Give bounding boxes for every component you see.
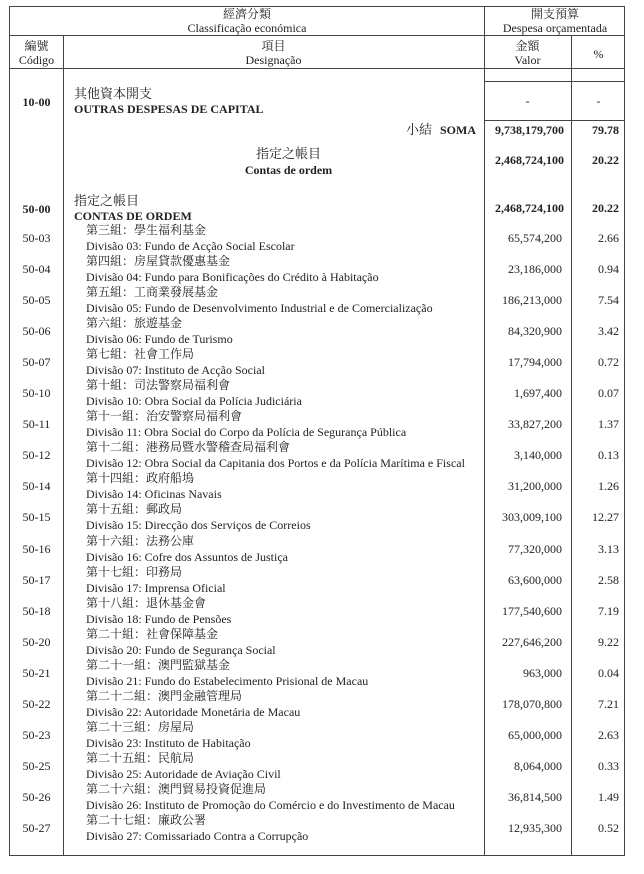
table-row bbox=[10, 378, 626, 409]
group-value: 2,468,724,100 bbox=[495, 201, 564, 215]
row-value: 8,064,000 bbox=[514, 758, 562, 773]
row-name-zh: 第十一組：治安警察局福利會 bbox=[86, 409, 243, 424]
row-name-zh: 第十七組：印務局 bbox=[86, 564, 183, 579]
row-code: 50-12 bbox=[22, 448, 51, 463]
row-name-pt: Divisão 18: Fundo de Pensões bbox=[86, 611, 232, 626]
row-code: 50-07 bbox=[22, 355, 51, 370]
row-value: 12,935,300 bbox=[508, 820, 562, 835]
code-header-zh: 編號 bbox=[24, 39, 49, 53]
row-percent: 9.22 bbox=[598, 634, 619, 649]
row-name-zh: 第十組：司法警察局福利會 bbox=[86, 378, 231, 393]
row-value: 84,320,900 bbox=[508, 324, 562, 339]
group-name-pt: CONTAS DE ORDEM bbox=[74, 209, 192, 223]
row-name-pt: Divisão 20: Fundo de Segurança Social bbox=[86, 642, 276, 657]
row-name-zh: 第十二組：港務局暨水警稽查局福利會 bbox=[86, 440, 291, 455]
row-code: 50-03 bbox=[22, 231, 51, 245]
section-name-zh: 指定之帳目 bbox=[255, 146, 321, 161]
row-value: 23,186,000 bbox=[508, 262, 562, 277]
table-row bbox=[10, 751, 626, 782]
row-name-zh: 第二十三組：房屋局 bbox=[86, 719, 195, 734]
row-name-pt: Divisão 25: Autoridade de Aviação Civil bbox=[86, 766, 281, 781]
subtotal-label-pt: SOMA bbox=[440, 123, 476, 137]
row-percent: 2.58 bbox=[598, 572, 619, 587]
percent-header: % bbox=[593, 47, 604, 61]
row-code: 50-22 bbox=[22, 696, 51, 711]
header-bottom-line bbox=[10, 68, 624, 69]
row-value: 17,794,000 bbox=[508, 355, 562, 370]
table-row bbox=[10, 782, 626, 813]
row-value: 1,697,400 bbox=[514, 386, 562, 401]
row-percent: 3.13 bbox=[598, 541, 619, 556]
table-row bbox=[10, 316, 626, 347]
capital-name-pt: OUTRAS DESPESAS DE CAPITAL bbox=[74, 102, 264, 116]
row-code: 50-20 bbox=[22, 634, 51, 649]
row-name-zh: 第十五組：郵政局 bbox=[86, 502, 183, 517]
value-header-pt: Valor bbox=[514, 53, 541, 67]
subtotal-divider bbox=[484, 120, 624, 121]
row-name-pt: Divisão 27: Comissariado Contra a Corrupção bbox=[86, 828, 309, 843]
row-name-zh: 第二十二組：澳門金融管理局 bbox=[86, 688, 243, 703]
table-row bbox=[10, 440, 626, 471]
row-percent: 7.19 bbox=[598, 603, 619, 618]
row-code: 50-05 bbox=[22, 293, 51, 308]
row-percent: 3.42 bbox=[598, 324, 619, 339]
capital-name-zh: 其他資本開支 bbox=[74, 86, 153, 101]
row-value: 177,540,600 bbox=[502, 603, 562, 618]
row-code: 50-10 bbox=[22, 386, 51, 401]
designation-header-zh: 項目 bbox=[261, 39, 286, 53]
table-row bbox=[10, 813, 626, 844]
row-name-pt: Divisão 17: Imprensa Oficial bbox=[86, 580, 226, 595]
row-name-pt: Divisão 21: Fundo do Estabelecimento Prisional de Macau bbox=[86, 673, 369, 688]
row-percent: 0.52 bbox=[598, 820, 619, 835]
budget-pt: Despesa orçamentada bbox=[502, 21, 608, 35]
row-name-pt: Divisão 04: Fundo para Bonificações do Crédito à Habitação bbox=[86, 270, 379, 285]
row-name-zh: 第十六組：法務公庫 bbox=[86, 533, 195, 548]
row-value: 963,000 bbox=[523, 665, 562, 680]
row-value: 303,009,100 bbox=[502, 510, 562, 525]
section-name-pt: Contas de ordem bbox=[244, 163, 333, 177]
row-name-zh: 第六組：旅遊基金 bbox=[86, 316, 183, 331]
row-name-zh: 第二十七組：廉政公署 bbox=[86, 812, 207, 827]
table-row bbox=[10, 565, 626, 596]
row-name-zh: 第二十六組：澳門貿易投資促進局 bbox=[86, 781, 267, 796]
row-code: 50-21 bbox=[22, 665, 51, 680]
row-name-pt: Divisão 12: Obra Social da Capitania dos Portos e da Polícia Marítima e Fiscal bbox=[86, 456, 465, 471]
row-name-zh: 第二十五組：民航局 bbox=[86, 750, 195, 765]
subtotal-percent: 79.78 bbox=[592, 123, 619, 137]
row-value: 77,320,000 bbox=[508, 541, 562, 556]
row-code: 50-27 bbox=[22, 820, 51, 835]
row-value: 186,213,000 bbox=[502, 293, 562, 308]
row-percent: 0.94 bbox=[598, 262, 619, 277]
table-row bbox=[10, 471, 626, 502]
table-row bbox=[10, 658, 626, 689]
row-percent: 2.63 bbox=[598, 727, 619, 742]
row-name-zh: 第二十一組：澳門監獄基金 bbox=[86, 657, 231, 672]
row-name-pt: Divisão 03: Fundo de Acção Social Escolar bbox=[86, 239, 295, 253]
row-percent: 12.27 bbox=[592, 510, 619, 525]
row-code: 50-04 bbox=[22, 262, 51, 277]
header-divider bbox=[10, 35, 624, 36]
row-name-zh: 第十八組：退休基金會 bbox=[86, 595, 207, 610]
row-name-pt: Divisão 15: Direcção dos Serviços de Correios bbox=[86, 518, 311, 533]
table-row bbox=[10, 409, 626, 440]
capital-value: - bbox=[525, 94, 530, 108]
section-value: 2,468,724,100 bbox=[495, 153, 564, 167]
row-code: 50-16 bbox=[22, 541, 51, 556]
designation-header-pt: Designação bbox=[245, 53, 302, 67]
row-percent: 7.21 bbox=[598, 696, 619, 711]
row-name-pt: Divisão 11: Obra Social do Corpo da Polícia de Segurança Pública bbox=[86, 425, 407, 440]
row-value: 33,827,200 bbox=[508, 417, 562, 432]
row-code: 50-11 bbox=[22, 417, 51, 432]
value-header-zh: 金額 bbox=[515, 39, 540, 53]
row-value: 227,646,200 bbox=[502, 634, 562, 649]
row-percent: 2.66 bbox=[598, 231, 619, 245]
row-name-pt: Divisão 26: Instituto de Promoção do Comércio e do Investimento de Macau bbox=[86, 797, 455, 812]
table-row bbox=[10, 534, 626, 565]
table-row bbox=[10, 627, 626, 658]
row-name-pt: Divisão 06: Fundo de Turismo bbox=[86, 332, 233, 347]
capital-code: 10-00 bbox=[22, 95, 51, 109]
table-row bbox=[10, 596, 626, 627]
row-percent: 1.26 bbox=[598, 479, 619, 494]
row-name-zh: 第五組：工商業發展基金 bbox=[86, 285, 219, 300]
row-name-pt: Divisão 22: Autoridade Monetária de Macau bbox=[86, 704, 301, 719]
row-value: 63,600,000 bbox=[508, 572, 562, 587]
classification-pt: Classificação económica bbox=[187, 21, 307, 35]
row-value: 65,574,200 bbox=[508, 231, 562, 245]
row-code: 50-15 bbox=[22, 510, 51, 525]
value-divider bbox=[484, 81, 624, 82]
table-row bbox=[10, 502, 626, 533]
table-row bbox=[10, 720, 626, 751]
row-value: 31,200,000 bbox=[508, 479, 562, 494]
budget-zh: 開支預算 bbox=[530, 7, 579, 21]
row-value: 65,000,000 bbox=[508, 727, 562, 742]
group-code: 50-00 bbox=[22, 202, 51, 216]
row-name-zh: 第三組：學生福利基金 bbox=[86, 223, 207, 237]
row-value: 3,140,000 bbox=[514, 448, 562, 463]
row-name-pt: Divisão 16: Cofre dos Assuntos de Justiça bbox=[86, 549, 288, 564]
row-code: 50-18 bbox=[22, 603, 51, 618]
row-name-pt: Divisão 14: Oficinas Navais bbox=[86, 487, 222, 502]
subtotal-value: 9,738,179,700 bbox=[495, 123, 564, 137]
table-row bbox=[10, 689, 626, 720]
row-code: 50-25 bbox=[22, 758, 51, 773]
row-name-pt: Divisão 07: Instituto de Acção Social bbox=[86, 363, 265, 378]
row-code: 50-17 bbox=[22, 572, 51, 587]
table-row bbox=[10, 285, 626, 316]
code-header-pt: Código bbox=[18, 53, 55, 67]
row-value: 36,814,500 bbox=[508, 789, 562, 804]
row-code: 50-14 bbox=[22, 479, 51, 494]
row-code: 50-06 bbox=[22, 324, 51, 339]
row-percent: 1.37 bbox=[598, 417, 619, 432]
row-code: 50-23 bbox=[22, 727, 51, 742]
row-name-zh: 第十四組：政府船塢 bbox=[86, 471, 195, 486]
row-name-zh: 第二十組：社會保障基金 bbox=[86, 626, 219, 641]
row-name-zh: 第四組：房屋貸款優惠基金 bbox=[86, 254, 231, 269]
group-name-zh: 指定之帳目 bbox=[74, 193, 140, 208]
row-percent: 7.54 bbox=[598, 293, 619, 308]
classification-zh: 經濟分類 bbox=[222, 7, 271, 21]
row-percent: 1.49 bbox=[598, 789, 619, 804]
row-name-pt: Divisão 05: Fundo de Desenvolvimento Industrial e de Comercialização bbox=[86, 301, 433, 316]
row-value: 178,070,800 bbox=[502, 696, 562, 711]
row-percent: 0.13 bbox=[598, 448, 619, 463]
table-row bbox=[10, 223, 626, 254]
budget-table bbox=[9, 6, 625, 856]
section-percent: 20.22 bbox=[592, 153, 619, 167]
group-percent: 20.22 bbox=[592, 201, 619, 215]
row-percent: 0.07 bbox=[598, 386, 619, 401]
row-percent: 0.33 bbox=[598, 758, 619, 773]
table-row bbox=[10, 254, 626, 285]
row-name-pt: Divisão 23: Instituto de Habitação bbox=[86, 735, 251, 750]
row-code: 50-26 bbox=[22, 789, 51, 804]
capital-percent: - bbox=[596, 94, 601, 108]
table-row bbox=[10, 347, 626, 378]
subtotal-label-zh: 小結 bbox=[406, 122, 433, 137]
row-name-zh: 第七組：社會工作局 bbox=[86, 347, 195, 362]
row-percent: 0.04 bbox=[598, 665, 619, 680]
row-name-pt: Divisão 10: Obra Social da Polícia Judiciária bbox=[86, 394, 302, 409]
row-percent: 0.72 bbox=[598, 355, 619, 370]
